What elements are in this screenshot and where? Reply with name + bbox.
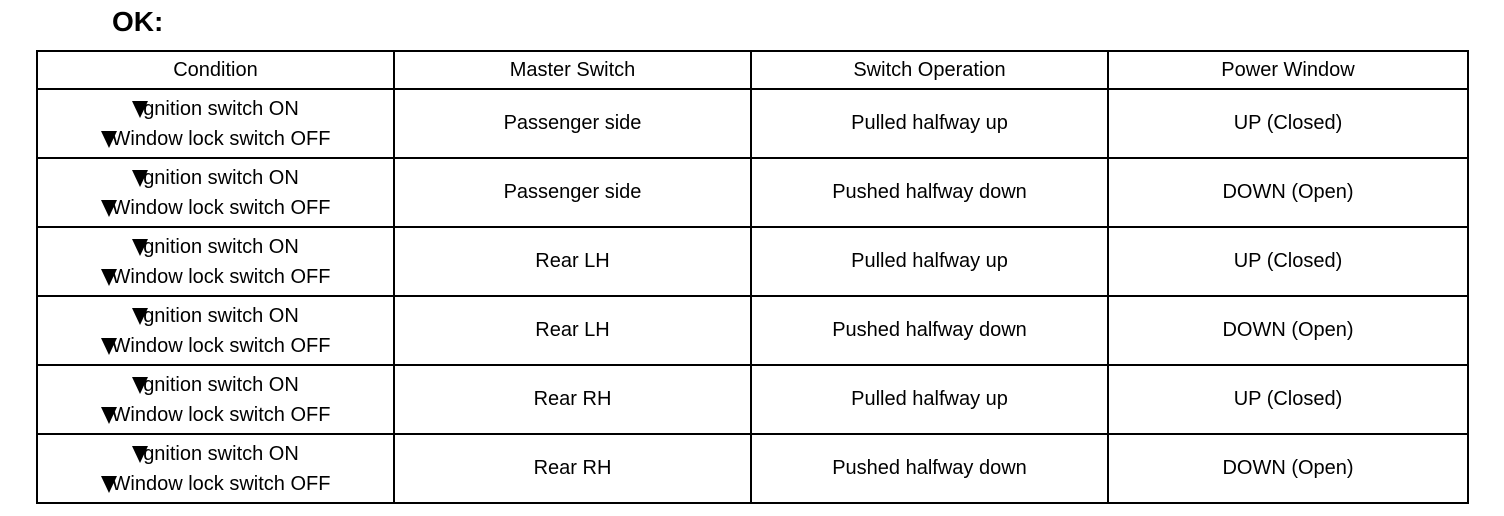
switch-operation-cell: Pushed halfway down	[751, 434, 1108, 503]
condition-cell	[37, 158, 394, 227]
power-window-cell: UP (Closed)	[1108, 227, 1468, 296]
master-switch-cell: Passenger side	[394, 89, 751, 158]
power-window-check-table	[36, 50, 1469, 504]
switch-operation-cell: Pushed halfway down	[751, 158, 1108, 227]
condition-text: Window lock switch OFF	[111, 127, 331, 150]
condition-line	[38, 331, 393, 361]
table-row	[37, 434, 1468, 503]
condition-line	[38, 193, 393, 223]
switch-operation-cell: Pushed halfway down	[751, 296, 1108, 365]
power-window-cell: DOWN (Open)	[1108, 158, 1468, 227]
table-row	[37, 296, 1468, 365]
table-row	[37, 89, 1468, 158]
condition-text: gnition switch ON	[143, 442, 299, 465]
condition-line	[38, 439, 393, 469]
condition-text: gnition switch ON	[143, 166, 299, 189]
table-row	[37, 365, 1468, 434]
page-heading: OK:	[112, 6, 164, 37]
condition-text: Window lock switch OFF	[111, 472, 331, 495]
switch-operation-cell: Pulled halfway up	[751, 89, 1108, 158]
condition-text: gnition switch ON	[143, 304, 299, 327]
power-window-cell: UP (Closed)	[1108, 89, 1468, 158]
power-window-cell: UP (Closed)	[1108, 365, 1468, 434]
condition-text: gnition switch ON	[143, 373, 299, 396]
condition-text: Window lock switch OFF	[111, 265, 331, 288]
condition-text: Window lock switch OFF	[111, 334, 331, 357]
condition-line	[38, 163, 393, 193]
condition-line	[38, 232, 393, 262]
condition-text: Window lock switch OFF	[111, 196, 331, 219]
condition-cell	[37, 296, 394, 365]
condition-line	[38, 124, 393, 154]
condition-cell	[37, 434, 394, 503]
power-window-cell: DOWN (Open)	[1108, 296, 1468, 365]
condition-text: gnition switch ON	[143, 235, 299, 258]
column-header-master-switch: Master Switch	[394, 51, 751, 89]
condition-line	[38, 262, 393, 292]
condition-text: Window lock switch OFF	[111, 403, 331, 426]
master-switch-cell: Rear RH	[394, 365, 751, 434]
condition-cell	[37, 89, 394, 158]
master-switch-cell: Rear LH	[394, 227, 751, 296]
condition-line	[38, 469, 393, 499]
master-switch-cell: Rear RH	[394, 434, 751, 503]
table-row	[37, 227, 1468, 296]
condition-line	[38, 370, 393, 400]
column-header-switch-operation: Switch Operation	[751, 51, 1108, 89]
table-header-row	[37, 51, 1468, 89]
switch-operation-cell: Pulled halfway up	[751, 365, 1108, 434]
condition-cell	[37, 365, 394, 434]
switch-operation-cell: Pulled halfway up	[751, 227, 1108, 296]
condition-text: gnition switch ON	[143, 97, 299, 120]
condition-line	[38, 301, 393, 331]
power-window-cell: DOWN (Open)	[1108, 434, 1468, 503]
column-header-condition: Condition	[37, 51, 394, 89]
condition-cell	[37, 227, 394, 296]
master-switch-cell: Rear LH	[394, 296, 751, 365]
column-header-power-window: Power Window	[1108, 51, 1468, 89]
condition-line	[38, 400, 393, 430]
condition-line	[38, 94, 393, 124]
master-switch-cell: Passenger side	[394, 158, 751, 227]
table-row	[37, 158, 1468, 227]
